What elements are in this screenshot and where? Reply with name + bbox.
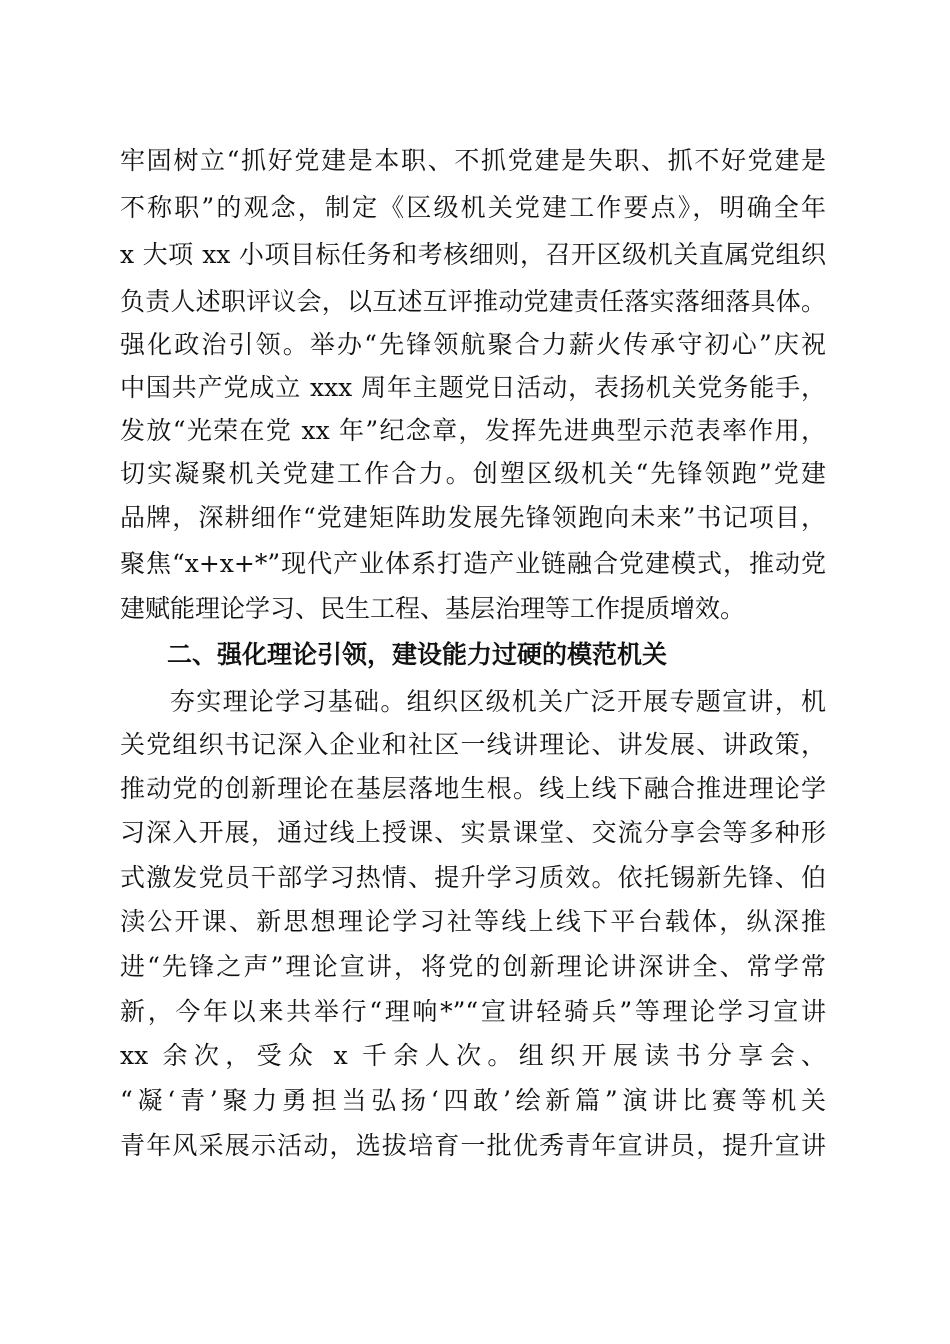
body-text-line: 不称职”的观念，制定《区级机关党建工作要点》，明确全年 — [120, 193, 826, 222]
body-text-line: 推动党的创新理论在基层落地生根。线上线下融合推进理论学 — [120, 774, 826, 803]
body-text-line: 切实凝聚机关党建工作合力。创塑区级机关“先锋领跑”党建 — [120, 459, 826, 488]
body-text-line: 牢固树立“抓好党建是本职、不抓党建是失职、抓不好党建是 — [120, 146, 826, 175]
body-text-line: 新，今年以来共举行“理响*”“宣讲轻骑兵”等理论学习宣讲 — [120, 997, 826, 1026]
body-text-line: 夯实理论学习基础。组织区级机关广泛开展专题宣讲，机 — [170, 687, 826, 716]
body-text-line: 发放“光荣在党 xx 年”纪念章，发挥先进典型示范表率作用， — [120, 416, 826, 445]
body-text-line: “凝‘青’聚力勇担当弘扬‘四敢’绘新篇”演讲比赛等机关 — [120, 1086, 826, 1115]
body-text-line: 进“先锋之声”理论宣讲，将党的创新理论讲深讲全、常学常 — [120, 952, 826, 981]
section-heading: 二、强化理论引领，建设能力过硬的模范机关 — [167, 640, 668, 669]
body-text-line: 聚焦“x+x+*”现代产业体系打造产业链融合党建模式，推动党 — [120, 549, 826, 578]
body-text-line: 习深入开展，通过线上授课、实景课堂、交流分享会等多种形 — [120, 818, 826, 847]
body-text-line: xx 余次，受众 x 千余人次。组织开展读书分享会、 — [120, 1041, 826, 1070]
body-text-line: 中国共产党成立 xxx 周年主题党日活动，表扬机关党务能手， — [120, 373, 826, 402]
body-text-line: 建赋能理论学习、民生工程、基层治理等工作提质增效。 — [120, 594, 746, 623]
body-text-line: 品牌，深耕细作“党建矩阵助发展先锋领跑向未来”书记项目， — [120, 503, 826, 532]
body-text-line: 式激发党员干部学习热情、提升学习质效。依托锡新先锋、伯 — [120, 863, 826, 892]
body-text-line: x 大项 xx 小项目标任务和考核细则，召开区级机关直属党组织 — [120, 240, 826, 269]
body-text-line: 青年风采展示活动，选拔培育一批优秀青年宣讲员，提升宣讲 — [120, 1131, 826, 1160]
body-text-line: 关党组织书记深入企业和社区一线讲理论、讲发展、讲政策， — [120, 730, 826, 759]
body-text-line: 强化政治引领。举办“先锋领航聚合力薪火传承守初心”庆祝 — [120, 330, 826, 359]
body-text-line: 负责人述职评议会，以互述互评推动党建责任落实落细落具体。 — [120, 287, 826, 316]
body-text-line: 渎公开课、新思想理论学习社等线上线下平台载体，纵深推 — [120, 907, 826, 936]
